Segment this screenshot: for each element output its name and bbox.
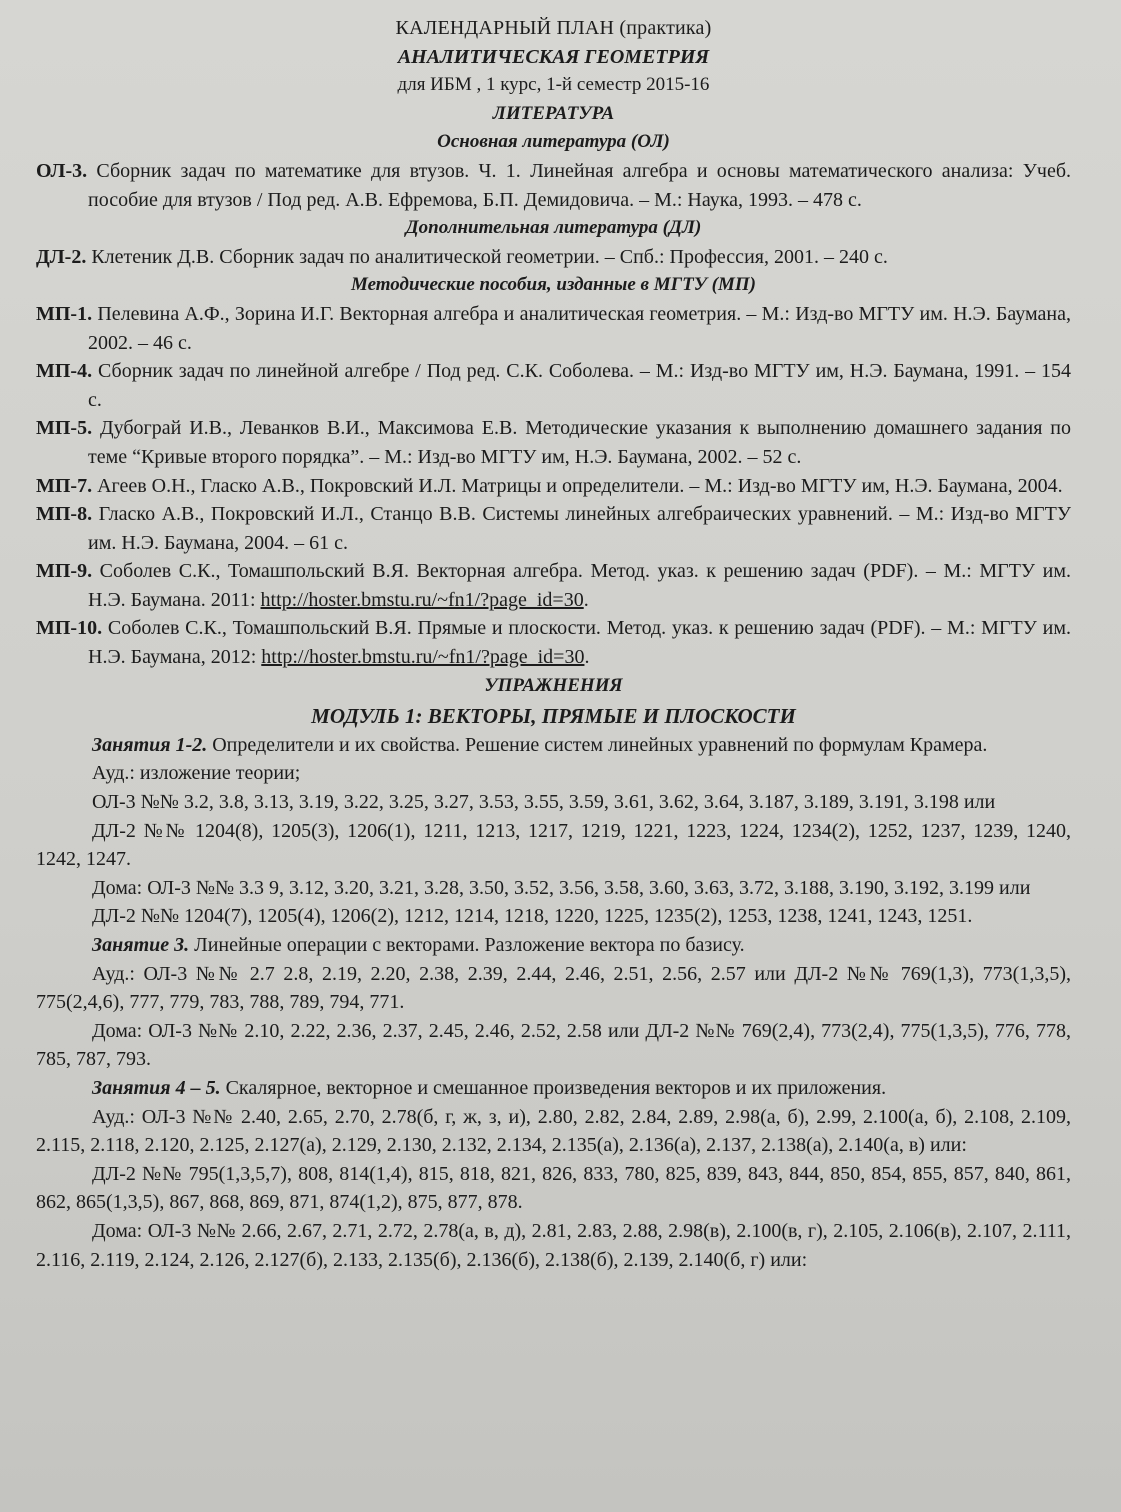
reference-code: МП-8. xyxy=(36,503,93,526)
reference-code: ОЛ-3. xyxy=(36,159,88,182)
document-title: КАЛЕНДАРНЫЙ ПЛАН (практика) xyxy=(395,17,712,39)
reference-text: Пелевина А.Ф., Зорина И.Г. Векторная алгебра и аналитическая геометрия. – М.: Изд-во МГТУ им. Н.Э. Баумана, 2002. – 46 с. xyxy=(88,302,1071,354)
assignment-paragraph: Дома: ОЛ-3 №№ 2.10, 2.22, 2.36, 2.37, 2.45, 2.46, 2.52, 2.58 или ДЛ-2 №№ 769(2,4), 773(2,4), 775(1,3,5), 776, 778, 785, 787, 793. xyxy=(36,1019,1071,1071)
reference-item xyxy=(36,500,1071,557)
assignment-paragraph: ДЛ-2 №№ 1204(7), 1205(4), 1206(2), 1212, 1214, 1218, 1220, 1225, 1235(2), 1253, 1238, 1241, 1243, 1251. xyxy=(92,905,973,928)
reference-item xyxy=(36,414,1071,471)
reference-text: Соболев С.К., Томашпольский В.Я. Прямые и плоскости. Метод. указ. к решению задач (PDF). – М.: МГТУ им. Н.Э. Баумана, 2012: xyxy=(88,617,1071,669)
reference-item xyxy=(36,614,1071,671)
assignment-paragraph: Ауд.: ОЛ-3 №№ 2.40, 2.65, 2.70, 2.78(б, г, ж, з, и), 2.80, 2.82, 2.84, 2.89, 2.98(а, б), 2.99, 2.100(а, б), 2.108, 2.109, 2.115, 2.118, 2.120, 2.125, 2.127(а), 2.129, 2.130, 2.132, 2.134, 2.135(а), 2.136(а), 2.137, 2.138(а), 2.140(а, в) или: xyxy=(36,1105,1071,1157)
assignment-paragraph: Ауд.: изложение теории; xyxy=(92,762,301,785)
reference-item xyxy=(36,157,1071,214)
reference-punct: . xyxy=(583,588,589,611)
reference-text: Агеев О.Н., Гласко А.В., Покровский И.Л. Матрицы и определители. – М.: Изд-во МГТУ им, Н.Э. Баумана, 2004. xyxy=(97,474,1063,497)
lesson-name: Занятия 1-2. xyxy=(92,733,208,756)
reference-code: МП-9. xyxy=(36,560,93,583)
reference-text: Сборник задач по математике для втузов. Ч. 1. Линейная алгебра и основы математического анализа: Учеб. пособие для втузов / Под ред. А.В. Ефремова, Б.П. Демидовича. – М.: Наука, 1993. – 478 с. xyxy=(88,159,1071,211)
reference-punct: . xyxy=(584,646,590,669)
lesson-heading xyxy=(36,1074,1071,1103)
exercises-heading: УПРАЖНЕНИЯ xyxy=(484,674,623,696)
subject-title: АНАЛИТИЧЕСКАЯ ГЕОМЕТРИЯ xyxy=(397,45,710,68)
reference-text: Соболев С.К., Томашпольский В.Я. Векторная алгебра. Метод. указ. к решению задач (PDF). – М.: МГТУ им. Н.Э. Баумана. 2011: xyxy=(88,560,1072,611)
assignment-paragraph: Ауд.: ОЛ-3 №№ 2.7 2.8, 2.19, 2.20, 2.38, 2.39, 2.44, 2.46, 2.51, 2.56, 2.57 или ДЛ-2 №№ 769(1,3), 773(1,3,5), 775(2,4,6), 777, 779, 783, 788, 789, 794, 771. xyxy=(36,962,1071,1014)
lesson-name: Занятия 4 – 5. xyxy=(92,1076,221,1099)
assignment-paragraph: ОЛ-3 №№ 3.2, 3.8, 3.13, 3.19, 3.22, 3.25, 3.27, 3.53, 3.55, 3.59, 3.61, 3.62, 3.64, 3.187, 3.189, 3.191, 3.198 или xyxy=(92,791,996,814)
reference-item xyxy=(36,300,1071,357)
reference-item xyxy=(36,557,1071,614)
assignment-paragraph: Дома: ОЛ-3 №№ 2.66, 2.67, 2.71, 2.72, 2.78(а, в, д), 2.81, 2.83, 2.88, 2.98(в), 2.100(в, г), 2.105, 2.106(в), 2.107, 2.111, 2.116, 2.119, 2.124, 2.126, 2.127(б), 2.133, 2.135(б), 2.136(б), 2.138(б), 2.139, 2.140(б, г) или: xyxy=(36,1219,1071,1271)
lesson-topic: Линейные операции с векторами. Разложение вектора по базису. xyxy=(189,934,745,956)
assignment-paragraph: Дома: ОЛ-3 №№ 3.3 9, 3.12, 3.20, 3.21, 3.28, 3.50, 3.52, 3.56, 3.58, 3.60, 3.63, 3.72, 3.188, 3.190, 3.192, 3.199 или xyxy=(92,876,1031,899)
reference-code: МП-4. xyxy=(36,360,93,383)
lesson-heading xyxy=(36,731,1071,760)
reference-code: МП-5. xyxy=(36,417,93,440)
main-literature-heading: Основная литература (ОЛ) xyxy=(437,131,670,153)
literature-heading: ЛИТЕРАТУРА xyxy=(492,102,615,124)
reference-link[interactable]: http://hoster.bmstu.ru/~fn1/?page_id=30 xyxy=(261,646,585,669)
reference-text: Гласко А.В., Покровский И.Л., Станцо В.В. Системы линейных алгебраических уравнений. – М.: Изд-во МГТУ им. Н.Э. Баумана, 2004. – 61 с. xyxy=(88,503,1072,554)
lesson-heading xyxy=(36,931,1071,960)
assignment-paragraph: ДЛ-2 №№ 1204(8), 1205(3), 1206(1), 1211, 1213, 1217, 1219, 1221, 1223, 1224, 1234(2), 1252, 1237, 1239, 1240, 1242, 1247. xyxy=(36,819,1071,871)
reference-code: МП-10. xyxy=(36,617,103,640)
reference-item xyxy=(36,357,1071,414)
lesson-topic: Определители и их свойства. Решение систем линейных уравнений по формулам Крамера. xyxy=(207,733,988,756)
reference-item xyxy=(36,472,1071,501)
reference-code: МП-7. xyxy=(36,474,93,497)
extra-literature-heading: Дополнительная литература (ДЛ) xyxy=(405,217,702,239)
reference-link[interactable]: http://hoster.bmstu.ru/~fn1/?page_id=30 xyxy=(260,588,584,611)
audience-line: для ИБМ , 1 курс, 1-й семестр 2015-16 xyxy=(397,74,710,96)
reference-text: Клетеник Д.В. Сборник задач по аналитической геометрии. – Спб.: Профессия, 2001. – 240 с. xyxy=(91,245,888,268)
module-title: МОДУЛЬ 1: ВЕКТОРЫ, ПРЯМЫЕ И ПЛОСКОСТИ xyxy=(311,704,796,729)
assignment-paragraph: ДЛ-2 №№ 795(1,3,5,7), 808, 814(1,4), 815, 818, 821, 826, 833, 780, 825, 839, 843, 844, 850, 854, 855, 857, 840, 861, 862, 865(1,3,5), 867, 868, 869, 871, 874(1,2), 875, 877, 878. xyxy=(36,1162,1071,1214)
reference-text: Сборник задач по линейной алгебре / Под ред. С.К. Соболева. – М.: Изд-во МГТУ им, Н.Э. Баумана, 1991. – 154 с. xyxy=(88,360,1071,411)
reference-code: МП-1. xyxy=(36,302,93,325)
reference-text: Дубограй И.В., Леванков В.И., Максимова Е.В. Методические указания к выполнению домашнего задания по теме “Кривые второго порядка”. – М.: Изд-во МГТУ им, Н.Э. Баумана, 2002. – 52 с. xyxy=(88,417,1072,468)
method-literature-heading: Методические пособия, изданные в МГТУ (МП) xyxy=(350,274,757,296)
reference-item xyxy=(36,243,1071,272)
reference-code: ДЛ-2. xyxy=(36,245,87,268)
lesson-topic: Скалярное, векторное и смешанное произведения векторов и их приложения. xyxy=(220,1076,887,1099)
lesson-name: Занятие 3. xyxy=(92,934,190,956)
